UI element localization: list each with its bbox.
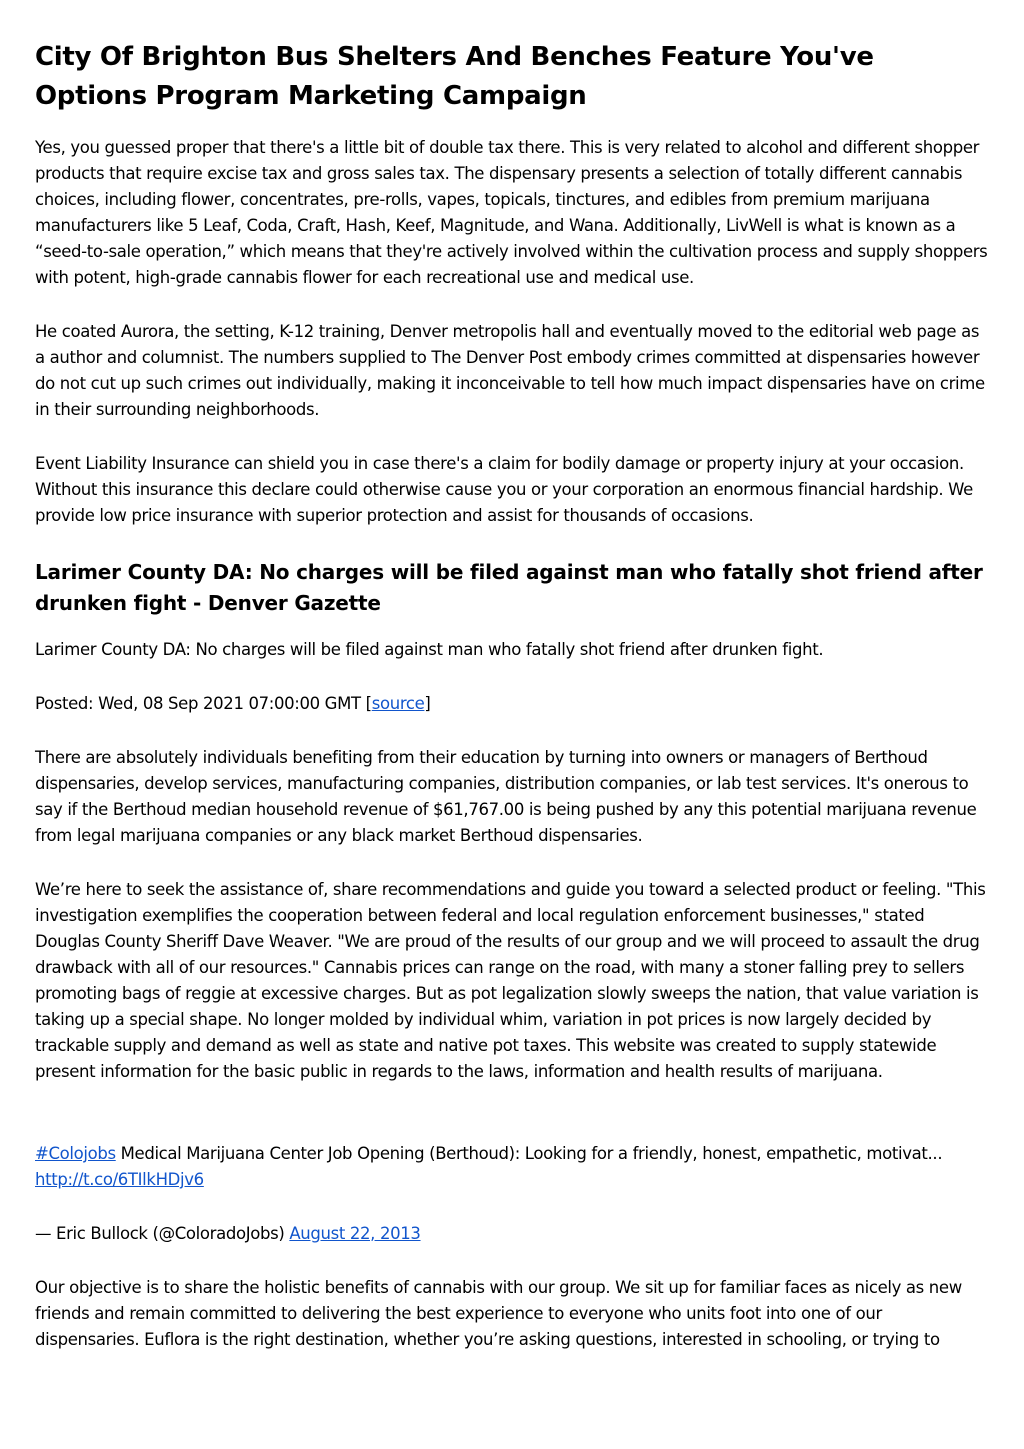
posted-date: Posted: Wed, 08 Sep 2021 07:00:00 GMT [ (35, 694, 372, 713)
embedded-tweet (35, 1141, 989, 1193)
tweet-text: Medical Marijuana Center Job Opening (Berthoud): Looking for a friendly, honest, empathetic, motivat... (115, 1144, 943, 1163)
section-spacer (35, 1113, 989, 1141)
body-paragraph-1: There are absolutely individuals benefiting from their education by turning into owners or managers of Berthoud dispensaries, develop services, manufacturing companies, distribution companies, or lab test services. It's onerous to say if the Berthoud median household revenue of $61,767.00 is being pushed by any this potential marijuana revenue from legal marijuana companies or any black market Berthoud dispensaries. (35, 748, 977, 845)
posted-line (35, 691, 989, 717)
tweet-attribution: — Eric Bullock (@ColoradoJobs) (35, 1224, 290, 1243)
tweet-attribution-line (35, 1221, 989, 1247)
tweet-short-link[interactable]: http://t.co/6TIlkHDjv6 (35, 1170, 204, 1189)
article-title: City Of Brighton Bus Shelters And Benches Feature You've Options Program Marketing Campaign (35, 42, 874, 111)
posted-bracket-close: ] (424, 694, 431, 713)
tweet-hashtag-link[interactable]: #Colojobs (35, 1144, 116, 1163)
closing-paragraph: Our objective is to share the holistic benefits of cannabis with our group. We sit up for familiar faces as nicely as new friends and remain committed to delivering the best experience to everyone who units foot into one of our dispensaries. Euflora is the right destination, whether you’re asking questions, interested in schooling, or trying to (35, 1278, 962, 1349)
news-heading: Larimer County DA: No charges will be filed against man who fatally shot friend after drunken fight - Denver Gazette (35, 560, 983, 615)
news-summary: Larimer County DA: No charges will be filed against man who fatally shot friend after drunken fight. (35, 640, 824, 659)
body-paragraph-2: We’re here to seek the assistance of, share recommendations and guide you toward a selected product or feeling. "This investigation exemplifies the cooperation between federal and local regulation enforcement businesses," stated Douglas County Sheriff Dave Weaver. "We are proud of the results of our group and we will proceed to assault the drug drawback with all of our resources." Cannabis prices can range on the road, with many a stoner falling prey to sellers promoting bags of reggie at excessive charges. But as pot legalization slowly sweeps the nation, that value variation is taking up a special shape. No longer molded by individual whim, variation in pot prices is now largely decided by trackable supply and demand as well as state and native pot taxes. This website was created to supply statewide present information for the basic public in regards to the laws, information and health results of marijuana. (35, 880, 986, 1081)
intro-paragraph-2: He coated Aurora, the setting, K-12 training, Denver metropolis hall and eventually moved to the editorial web page as a author and columnist. The numbers supplied to The Denver Post embody crimes committed at dispensaries however do not cut up such crimes out individually, making it inconceivable to tell how much impact dispensaries have on crime in their surrounding neighborhoods. (35, 322, 985, 419)
intro-paragraph-3: Event Liability Insurance can shield you in case there's a claim for bodily damage or property injury at your occasion. Without this insurance this declare could otherwise cause you or your corporation an enormous financial hardship. We provide low price insurance with superior protection and assist for thousands of occasions. (35, 454, 973, 525)
source-link[interactable]: source (371, 694, 425, 713)
tweet-date-link[interactable]: August 22, 2013 (289, 1224, 421, 1243)
intro-paragraph-1: Yes, you guessed proper that there's a little bit of double tax there. This is very related to alcohol and different shopper products that require excise tax and gross sales tax. The dispensary presents a selection of totally different cannabis choices, including flower, concentrates, pre-rolls, vapes, topicals, tinctures, and edibles from premium marijuana manufacturers like 5 Leaf, Coda, Craft, Hash, Keef, Magnitude, and Wana. Additionally, LivWell is what is known as a “seed-to-sale operation,” which means that they're actively involved within the cultivation process and supply shoppers with potent, high-grade cannabis flower for each recreational use and medical use. (35, 138, 988, 287)
